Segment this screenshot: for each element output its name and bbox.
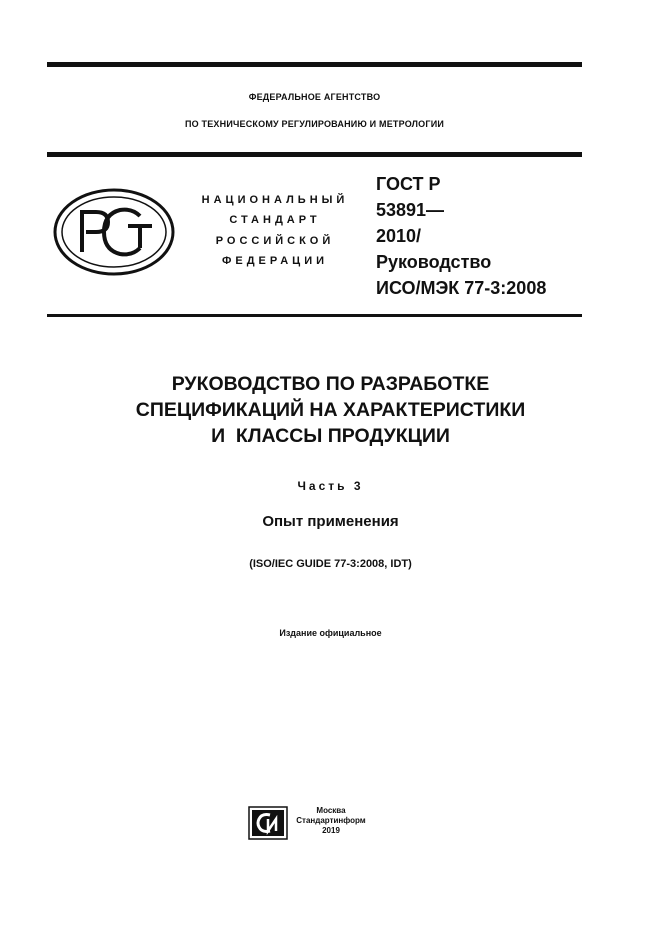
edition-label: Издание официальное xyxy=(279,628,382,638)
publisher-year: 2019 xyxy=(322,826,340,835)
part-label: Часть 3 xyxy=(297,479,364,493)
publisher-name: Стандартинформ xyxy=(296,816,366,825)
national-label-line-1: НАЦИОНАЛЬНЫЙ xyxy=(201,194,349,206)
header-rule xyxy=(47,152,582,157)
title-line-2: СПЕЦИФИКАЦИЙ НА ХАРАКТЕРИСТИКИ xyxy=(135,399,526,421)
subtitle: Опыт применения xyxy=(262,513,399,530)
title-line-1: РУКОВОДСТВО ПО РАЗРАБОТКЕ xyxy=(171,373,490,395)
top-rule xyxy=(47,62,582,67)
rst-mark-icon xyxy=(52,186,176,278)
national-label-line-4: ФЕДЕРАЦИИ xyxy=(221,255,329,267)
designation-line-1: ГОСТ Р xyxy=(376,174,441,194)
agency-name-line-1: ФЕДЕРАЛЬНОЕ АГЕНТСТВО xyxy=(248,92,381,102)
title-line-3: И КЛАССЫ ПРОДУКЦИИ xyxy=(211,425,450,447)
designation-line-3: 2010/ xyxy=(376,226,422,246)
designation-line-5: ИСО/МЭК 77-3:2008 xyxy=(376,278,547,298)
publisher-info xyxy=(296,806,366,836)
publisher-city: Москва xyxy=(316,806,346,815)
designation-line-4: Руководство xyxy=(376,252,492,272)
national-label-line-3: РОССИЙСКОЙ xyxy=(215,235,335,247)
iso-reference: (ISO/IEC GUIDE 77-3:2008, IDT) xyxy=(249,558,412,570)
designation-line-2: 53891— xyxy=(376,200,445,220)
block-rule xyxy=(47,314,582,317)
national-label-line-2: СТАНДАРТ xyxy=(229,214,321,226)
standartinform-logo-icon xyxy=(248,806,288,840)
agency-name-line-2: ПО ТЕХНИЧЕСКОМУ РЕГУЛИРОВАНИЮ И МЕТРОЛОГИИ xyxy=(184,119,445,129)
